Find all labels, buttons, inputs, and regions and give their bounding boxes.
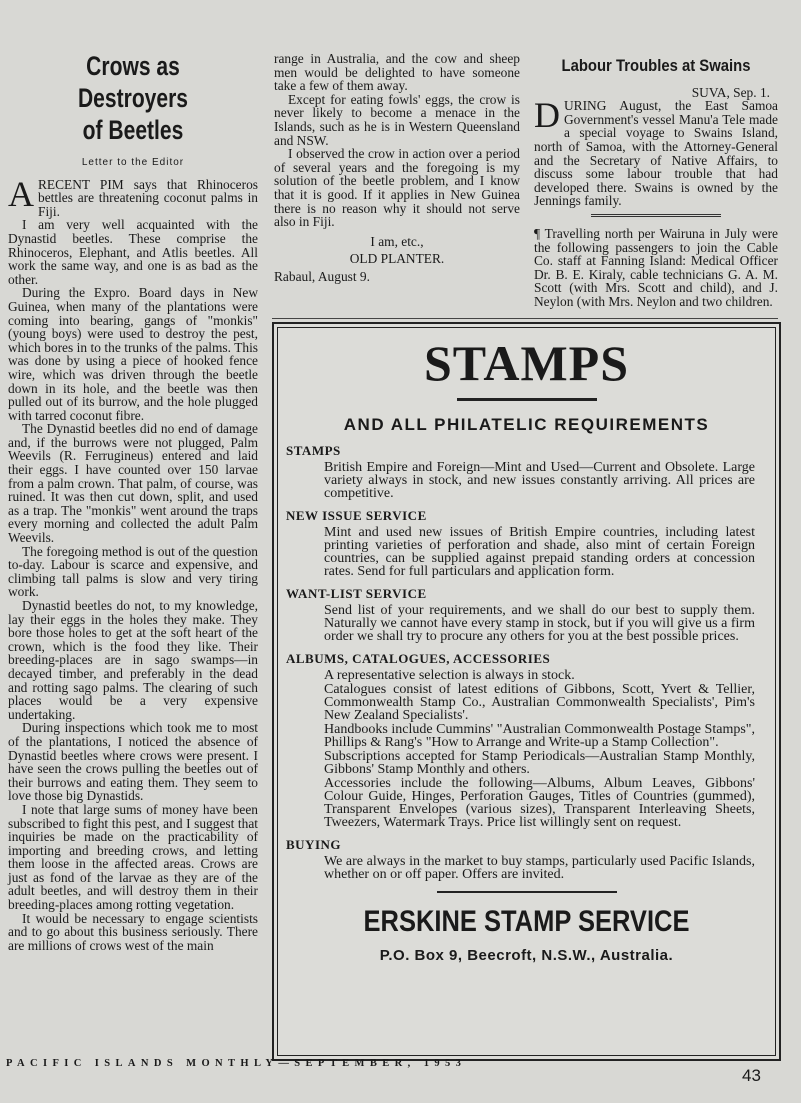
article-crows-column-1 — [8, 50, 258, 952]
article-swains — [534, 55, 778, 309]
ad-section-heading: WANT-LIST SERVICE — [286, 586, 427, 601]
ad-text: Accessories include the following—Albums, Album Leaves, Gibbons' Colour Guide, Hinges, Perforation Gauges, Titles of Countries (gummed), Transparent Envelopes (various sizes), Transparent Interleaving Sheets, Tweezers, Watermark Trays. Price list willingly sent on request. — [324, 776, 755, 830]
article-crows-column-2 — [274, 52, 520, 284]
ad-text: Mint and used new issues of British Empire countries, including latest printing varieties of perforation and shade, also mint of certain Foreign countries, can be supplied against prepaid standing orders at concession rates. Send for full particulars and application form. — [324, 525, 755, 579]
ad-text: Subscriptions accepted for Stamp Periodicals—Australian Stamp Monthly, Gibbons' Stamp Monthly and others. — [324, 749, 755, 777]
article-paragraph: Dynastid beetles do not, to my knowledge, lay their eggs in the holes they make. They bore those holes to get at the soft heart of the crown, which is the food they like. Their breeding-places are in sago swamps—in decayed timber, and preferably in the dead and rotting sago palms. The clearing of such places would be a very expensive undertaking. — [8, 598, 258, 722]
ad-section-body — [324, 855, 755, 881]
divider — [591, 214, 721, 217]
page-number: 43 — [742, 1066, 761, 1085]
article-paragraph: It would be necessary to engage scientists and to go about this business seriously. There are millions of crows west of the main — [8, 910, 258, 953]
article-paragraph: DURING August, the East Samoa Government's vessel Manu'a Tele made a special voyage to Swains Island, north of Samoa, with the Attorney-General and the Secretary of Native Affairs, to discuss some labour trouble that had developed there. Swains is owned by the Jennings family. — [534, 95, 778, 209]
article-headline-line2: of Beetles — [82, 115, 184, 145]
article-paragraph: ARECENT PIM says that Rhinoceros bettles are threatening coconut palms in Fiji. — [8, 173, 258, 219]
article-headline-line1: Crows as Destroyers — [77, 51, 189, 113]
ad-section-body — [324, 461, 755, 500]
ad-text: A representative selection is always in stock. — [324, 668, 575, 683]
ad-section-body — [324, 669, 755, 829]
ad-section-heading: BUYING — [286, 837, 342, 852]
divider — [437, 891, 617, 893]
ad-company-name: ERSKINE STAMP SERVICE — [363, 905, 690, 938]
running-footer: PACIFIC ISLANDS MONTHLY—SEPTEMBER, 1953 — [6, 1058, 467, 1069]
stamps-advertisement — [272, 322, 781, 1061]
ad-section-body — [324, 604, 755, 643]
article-paragraph: I am very well acquainted with the Dynastid beetles. These comprise the Rhinoceros, Elephant, and Atlis beetles. All work the same way, and one is as bad as the other. — [8, 217, 258, 287]
ad-text: British Empire and Foreign—Mint and Used—Current and Obsolete. Large variety always in stock, and new issues constantly arriving. All prices are competitive. — [324, 460, 755, 501]
article2-headline: Labour Troubles at Swains — [561, 57, 751, 75]
divider — [272, 318, 778, 319]
drop-cap: D — [534, 95, 560, 136]
ad-text: Handbooks include Cummins' "Australian Commonwealth Postage Stamps", Phillips & Rang's "How to Arrange and Write-up a Stamp Collection". — [324, 722, 755, 750]
ad-title: STAMPS — [423, 335, 630, 391]
article-paragraph: During inspections which took me to most of the plantations, I noticed the absence of Dynastid beetles where crows were present. I have seen the crows pulling the beetles out of their burrows and eating them. They seem to love those big Dynastids. — [8, 720, 258, 804]
ad-section-heading: NEW ISSUE SERVICE — [286, 508, 427, 523]
article-paragraph: ¶ Travelling north per Wairuna in July were the following passengers to join the Cable Co. staff at Fanning Island: Medical Officer Dr. B. E. Kiraly, cable technicians G. A. M. Scott (with Mrs. Scott and child), and J. Neylon (with Mrs. Neylon and two children. — [534, 225, 778, 309]
ad-text: We are always in the market to buy stamps, particularly used Pacific Islands, whether on or off paper. Offers are invited. — [324, 854, 755, 882]
signoff: I am, etc., — [370, 233, 424, 249]
author-signature: OLD PLANTER. — [349, 251, 445, 267]
article-paragraph: I observed the crow in action over a period of several years and the foregoing is my solution of the beetle problem, and I know that it is good. If it applies in New Guinea there is no reason why it should not serve also in Fiji. — [274, 146, 520, 230]
drop-cap: A — [8, 173, 34, 214]
article-paragraph: The Dynastid beetles did no end of damage and, if the burrows were not plugged, Palm Weevils (R. Ferrugineus) entered and laid their eggs. I have counted over 150 larvae from a palm crown. That palm, of course, was ruined. It was then cut down, split, and used as a trap. The "monkis" went around the traps every morning and collected the adult Palm Weevils. — [8, 421, 258, 546]
article-paragraph: During the Expro. Board days in New Guinea, when many of the plantations were coming into bearing, gangs of "monkis" (young boys) were used to destroy the pest, which bores in to the trunks of the palms. This was done by using a piece of hooked fence wire, which was driven through the beetle down in its hole, and the beetle was then pulled out of its burrow, and the hole plugged with tarred coconut fibre. — [8, 285, 258, 423]
article-paragraph: Except for eating fowls' eggs, the crow is never likely to become a menace in the Islands, such as he is in Western Queensland and NSW. — [274, 91, 520, 148]
divider — [457, 398, 597, 401]
dateline: SUVA, Sep. 1. — [691, 84, 770, 100]
ad-section-heading: STAMPS — [286, 443, 341, 458]
ad-subtitle: AND ALL PHILATELIC REQUIREMENTS — [343, 415, 710, 434]
article-byline: Letter to the Editor — [81, 157, 185, 168]
ad-section-heading: ALBUMS, CATALOGUES, ACCESSORIES — [286, 651, 551, 666]
letter-place: Rabaul, August 9. — [274, 268, 370, 284]
ad-text: Send list of your requirements, and we shall do our best to supply them. Naturally we cannot have every stamp in stock, but if you will give us a firm order we shall try to procure any others for you at the best possible prices. — [324, 603, 755, 644]
ad-text: Catalogues consist of latest editions of Gibbons, Scott, Yvert & Tellier, Commonwealth Stamp Co., Australian Commonwealth Specialists', Pim's New Zealand Specialists'. — [324, 682, 755, 723]
article-paragraph: range in Australia, and the cow and sheep men would be delighted to have someone take a few of them away. — [274, 51, 520, 94]
ad-section-body — [324, 526, 755, 578]
article-paragraph: The foregoing method is out of the question to-day. Labour is scarce and expensive, and climbing tall palms is slow and very tiring work. — [8, 543, 258, 600]
ad-address: P.O. Box 9, Beecroft, N.S.W., Australia. — [379, 947, 674, 964]
article-paragraph: I note that large sums of money have been subscribed to fight this pest, and I suggest that inquiries be made on the practicability of importing and breeding crows, and letting them loose in the affected areas. Crows are just as fond of the larvae as they are of the adult beetles, and will destroy them in their breeding-places among rotting vegetation. — [8, 801, 258, 913]
